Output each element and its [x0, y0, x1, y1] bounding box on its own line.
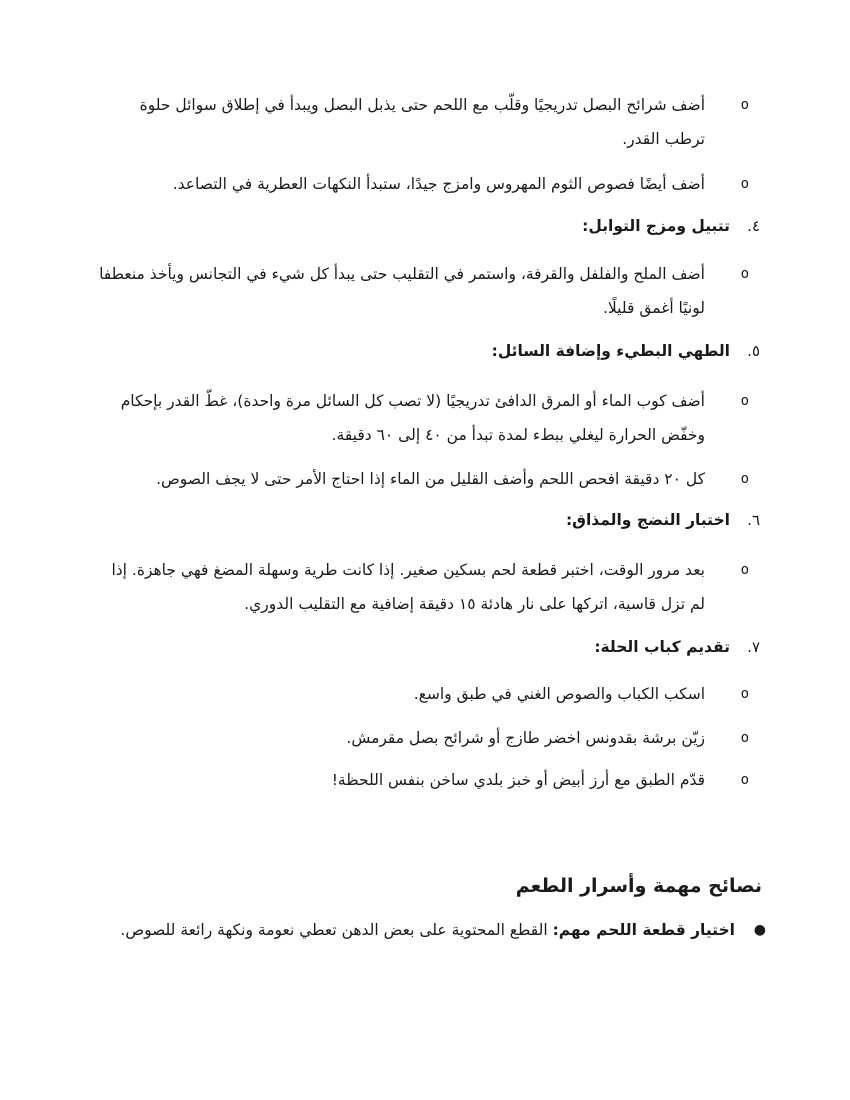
bullet-marker: o [740, 97, 749, 113]
step-title: تتبيل ومزج التوابل: [582, 217, 730, 235]
step7-bullet-garnish [95, 721, 749, 755]
step-number: ٥. [747, 342, 760, 360]
bullet-text: أضف أيضًا فصوص الثوم المهروس وامزج جيدًا، ستبدأ النكهات العطرية في التصاعد. [172, 175, 705, 193]
bullet-marker: o [740, 176, 749, 192]
step-number: ٤. [747, 217, 760, 235]
step5-bullet-liquid [95, 384, 749, 452]
step7-heading [90, 632, 760, 662]
bullet-marker: o [740, 686, 749, 702]
tip-bullet-marker: ● [753, 922, 766, 938]
bullet-text: قدّم الطبق مع أرز أبيض أو خبز بلدي ساخن بنفس اللحظة! [331, 771, 705, 789]
bullet-text: بعد مرور الوقت، اختبر قطعة لحم بسكين صغير. إذا كانت طرية وسهلة المضغ فهي جاهزة. إذا لم تزل قاسية، اتركها على نار هادئة ١٥ دقيقة إضافية مع التقليب الدوري. [111, 561, 705, 613]
bullet-marker: o [740, 730, 749, 746]
bullet-text: زيّن برشة بقدونس اخضر طازج أو شرائح بصل مقرمش. [346, 729, 705, 747]
step3-bullet-onion [95, 88, 749, 156]
bullet-marker: o [740, 562, 749, 578]
bullet-text: كل ٢٠ دقيقة افحص اللحم وأضف القليل من الماء إذا احتاج الأمر حتى لا يجف الصوص. [156, 470, 705, 488]
step-title: الطهي البطيء وإضافة السائل: [491, 342, 730, 360]
tip-item [95, 915, 766, 945]
step5-bullet-check [95, 462, 749, 496]
step-number: ٧. [747, 638, 760, 656]
step3-bullet-garlic [95, 167, 749, 201]
step7-bullet-serve [95, 763, 749, 797]
step-title: تقديم كباب الحلة: [594, 638, 730, 656]
bullet-marker: o [740, 393, 749, 409]
bullet-marker: o [740, 471, 749, 487]
step6-bullet-test [95, 553, 749, 621]
bullet-text: اسكب الكباب والصوص الغني في طبق واسع. [413, 685, 705, 703]
step4-bullet-spices [95, 257, 749, 325]
tip-text: القطع المحتوية على بعض الدهن تعطي نعومة ونكهة رائعة للصوص. [120, 921, 553, 939]
step6-heading [90, 505, 760, 535]
bullet-text: أضف شرائح البصل تدريجيًا وقلّب مع اللحم حتى يذبل البصل ويبدأ في إطلاق سوائل حلوة ترطب القدر. [139, 96, 705, 148]
bullet-text: أضف الملح والفلفل والقرفة، واستمر في التقليب حتى يبدأ كل شيء في التجانس ويأخذ منعطفا لونيًا أغمق قليلًا. [99, 265, 705, 317]
step-title: اختبار النضج والمذاق: [565, 511, 730, 529]
step7-bullet-pour [95, 677, 749, 711]
step-number: ٦. [747, 511, 760, 529]
bullet-text: أضف كوب الماء أو المرق الدافئ تدريجيًا (لا تصب كل السائل مرة واحدة)، غطّ القدر بإحكام وخفّض الحرارة ليغلي ببطء لمدة تبدأ من ٤٠ إلى ٦٠ دقيقة. [120, 392, 705, 444]
bullet-marker: o [740, 772, 749, 788]
tip-label: اختيار قطعة اللحم مهم: [552, 921, 735, 939]
bullet-marker: o [740, 266, 749, 282]
step4-heading [90, 211, 760, 241]
tips-section-title: نصائح مهمة وأسرار الطعم [515, 875, 762, 897]
step5-heading [90, 336, 760, 366]
